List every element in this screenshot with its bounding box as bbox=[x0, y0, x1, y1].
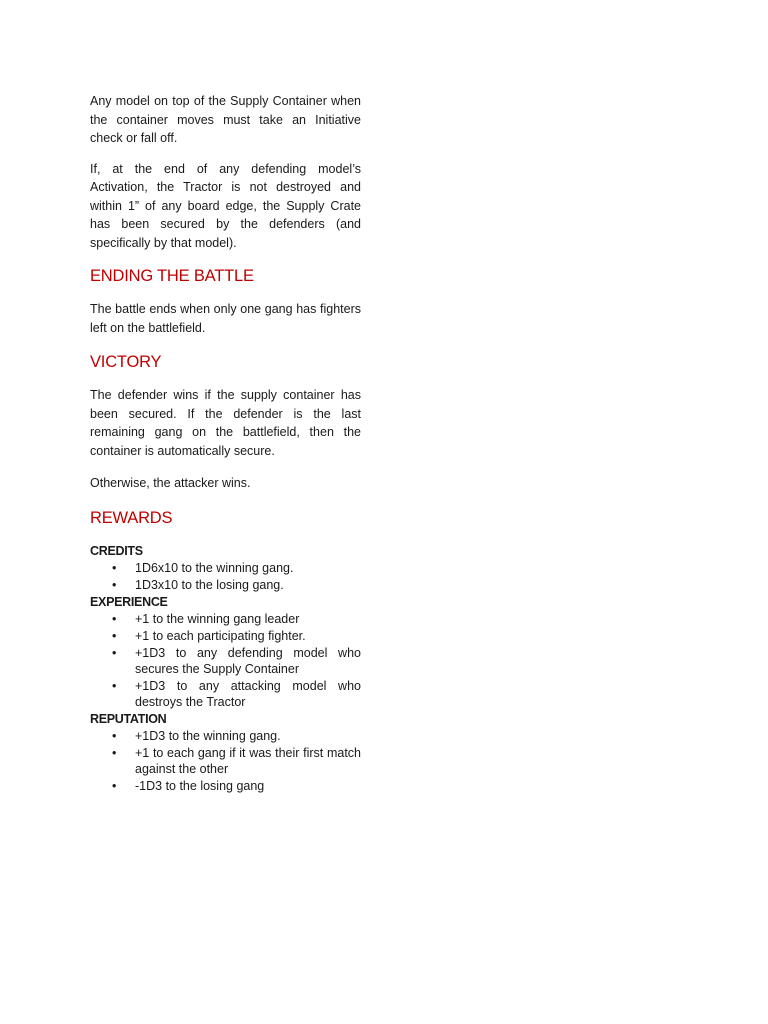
victory-paragraph-1: The defender wins if the supply container has been secured. If the defender is the last remaining gang on the battlefield, then the container is automatically secure. bbox=[90, 388, 361, 458]
bullet-icon: • bbox=[112, 745, 117, 760]
list-item: • 1D3x10 to the losing gang. bbox=[112, 577, 284, 592]
list-item: • +1D3 to the winning gang. bbox=[112, 728, 281, 743]
list-item: • +1D3 to any defending model who secures the Supply Container bbox=[112, 645, 361, 676]
victory-heading: VICTORY bbox=[90, 353, 162, 371]
experience-label: EXPERIENCE bbox=[90, 594, 168, 609]
list-item: • 1D6x10 to the winning gang. bbox=[112, 560, 294, 575]
bullet-icon: • bbox=[112, 560, 117, 575]
list-item: • +1D3 to any attacking model who destroys the Tractor bbox=[112, 678, 361, 709]
credits-label: CREDITS bbox=[90, 543, 143, 558]
experience-list bbox=[90, 611, 361, 710]
bullet-icon: • bbox=[112, 628, 117, 643]
bullet-icon: • bbox=[112, 645, 117, 660]
document-column bbox=[90, 92, 361, 795]
list-item: • +1 to each participating fighter. bbox=[112, 628, 306, 643]
bullet-icon: • bbox=[112, 778, 117, 793]
victory-paragraph-2: Otherwise, the attacker wins. bbox=[90, 476, 251, 490]
bullet-icon: • bbox=[112, 678, 117, 693]
reputation-label: REPUTATION bbox=[90, 711, 167, 726]
ending-paragraph: The battle ends when only one gang has fighters left on the battlefield. bbox=[90, 302, 361, 335]
credits-list bbox=[90, 560, 361, 593]
list-item: • +1 to each gang if it was their first match against the other bbox=[112, 745, 361, 776]
bullet-icon: • bbox=[112, 611, 117, 626]
reputation-list bbox=[90, 728, 361, 794]
intro-paragraph-2: If, at the end of any defending model’s Activation, the Tractor is not destroyed and within 1” of any board edge, the Supply Crate has been secured by the defenders (and specifically by that model). bbox=[90, 161, 361, 250]
ending-heading: ENDING THE BATTLE bbox=[90, 267, 254, 285]
list-item: • -1D3 to the losing gang bbox=[112, 778, 265, 793]
list-item: • +1 to the winning gang leader bbox=[112, 611, 300, 626]
bullet-icon: • bbox=[112, 577, 117, 592]
bullet-icon: • bbox=[112, 728, 117, 743]
rewards-heading: REWARDS bbox=[90, 508, 173, 527]
intro-paragraph-1: Any model on top of the Supply Container when the container moves must take an Initiative check or fall off. bbox=[90, 94, 361, 145]
